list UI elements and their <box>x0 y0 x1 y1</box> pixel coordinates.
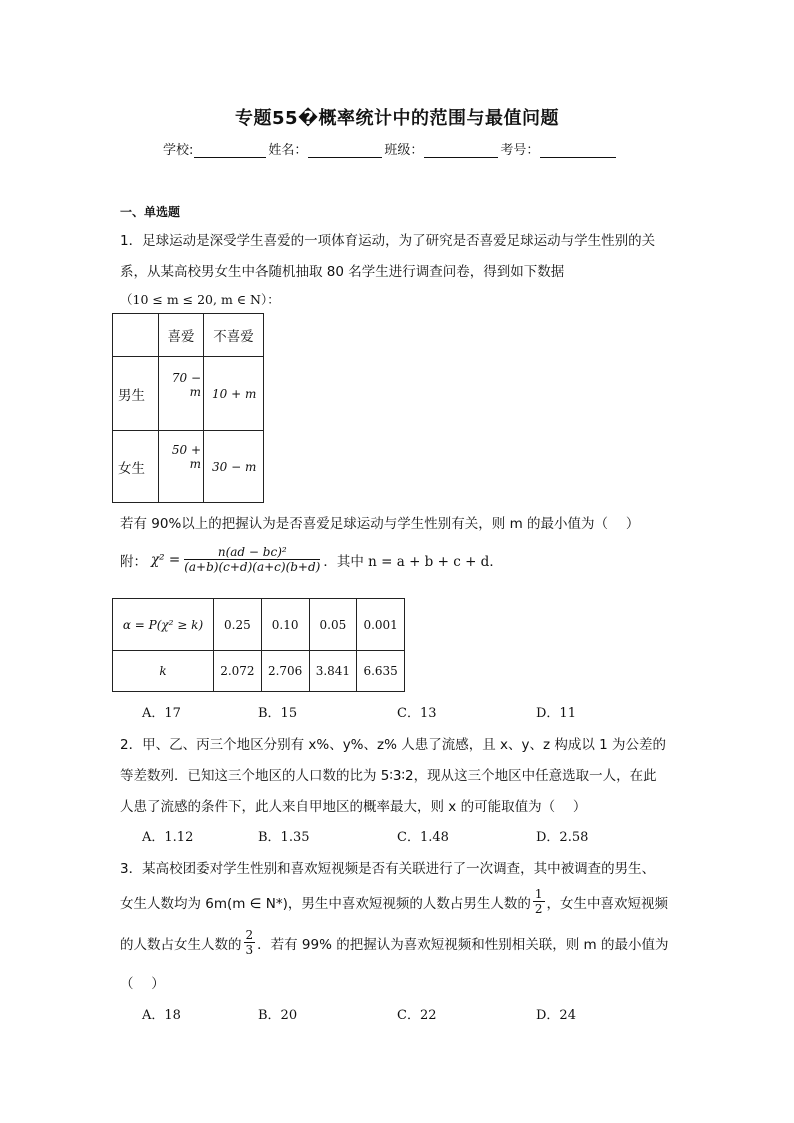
q3-option-c[interactable]: C．22 <box>397 1008 437 1023</box>
k-value: 3.841 <box>309 651 357 692</box>
q1-line2: 系，从某高校男女生中各随机抽取 80 名学生进行调查问卷，得到如下数据 <box>120 264 565 280</box>
alpha-label: α = P(χ² ≥ k) <box>113 599 214 651</box>
table-row-label-male: 男生 <box>113 357 159 431</box>
q3-line4: （ ） <box>120 976 165 992</box>
q1-option-d[interactable]: D．11 <box>536 706 576 721</box>
table-row-label-female: 女生 <box>113 431 159 503</box>
alpha-value: 0.25 <box>214 599 262 651</box>
q1-line1: 1．足球运动是深受学生喜爱的一项体育运动，为了研究是否喜爱足球运动与学生性别的关 <box>120 233 656 249</box>
alpha-value: 0.05 <box>309 599 357 651</box>
q3-line3: 的人数占女生人数的 $\frac{2}{3}$ ．若有 99% 的把握认为喜欢短视频和性别相关联，则 m 的最小值为 <box>120 928 669 957</box>
q3-option-b[interactable]: B．20 <box>258 1008 298 1023</box>
q2-option-b[interactable]: B．1.35 <box>258 830 310 845</box>
critical-value-table <box>112 598 405 692</box>
q3-option-a[interactable]: A．18 <box>142 1008 181 1023</box>
table-header-like: 喜爱 <box>159 314 204 357</box>
alpha-value: 0.001 <box>357 599 405 651</box>
class-label: 班级： <box>384 143 424 158</box>
q1-condition: （10 ≤ m ≤ 20, m ∈ N）： <box>120 292 280 307</box>
q3-line2: 女生人数均为 6m(m ∈ N*)，男生中喜欢短视频的人数占男生人数的 $\frac{1}{2}$ ，女生中喜欢短视频 <box>120 887 669 916</box>
q2-option-c[interactable]: C．1.48 <box>397 830 449 845</box>
school-label: 学校: <box>163 143 194 158</box>
q1-option-c[interactable]: C．13 <box>397 706 437 721</box>
q1-option-b[interactable]: B．15 <box>258 706 298 721</box>
table-cell-male-like: 70 − m <box>159 357 204 431</box>
alpha-value: 0.10 <box>261 599 309 651</box>
section-heading: 一、单选题 <box>120 205 181 219</box>
number-blank[interactable] <box>540 143 616 158</box>
formula-prefix: 附： <box>120 553 147 570</box>
name-label: 姓名： <box>268 143 308 158</box>
fraction-two-thirds: $\frac{2}{3}$ <box>245 928 254 957</box>
table-cell-female-dislike: 30 − m <box>204 431 264 503</box>
chi-square-symbol: χ² = <box>151 551 181 568</box>
q2-option-d[interactable]: D．2.58 <box>536 830 589 845</box>
formula-suffix: ．其中 n = a + b + c + d． <box>323 553 503 570</box>
page-title: 专题55�概率统计中的范围与最值问题 <box>234 108 560 129</box>
k-value: 6.635 <box>357 651 405 692</box>
k-value: 2.072 <box>214 651 262 692</box>
q2-line2: 等差数列．已知这三个地区的人口数的比为 5∶3∶2，现从这三个地区中任意选取一人，在此 <box>120 768 657 784</box>
table-header-empty <box>113 314 159 357</box>
q2-line3: 人患了流感的条件下，此人来自甲地区的概率最大，则 x 的可能取值为（ ） <box>120 799 587 815</box>
chi-square-fraction <box>184 545 320 574</box>
table-cell-female-like: 50 + m <box>159 431 204 503</box>
formula-denominator: (a+b)(c+d)(a+c)(b+d) <box>184 560 321 574</box>
student-info-line <box>163 139 618 158</box>
q3-option-d[interactable]: D．24 <box>536 1008 576 1023</box>
q3-line1: 3．某高校团委对学生性别和喜欢短视频是否有关联进行了一次调查，其中被调查的男生、 <box>120 861 656 877</box>
class-blank[interactable] <box>424 143 498 158</box>
q1-option-a[interactable]: A．17 <box>142 706 181 721</box>
q2-option-a[interactable]: A．1.12 <box>142 830 194 845</box>
q2-line1: 2．甲、乙、丙三个地区分别有 x%、y%、z% 人患了流感，且 x、y、z 构成以 1 为公差的 <box>120 737 667 753</box>
q1-question: 若有 90%以上的把握认为是否喜爱足球运动与学生性别有关，则 m 的最小值为（ ） <box>120 516 640 532</box>
q1-formula <box>120 545 503 574</box>
formula-numerator: n(ad − bc)² <box>184 545 320 560</box>
k-label: k <box>113 651 214 692</box>
k-value: 2.706 <box>261 651 309 692</box>
table-header-dislike: 不喜爱 <box>204 314 264 357</box>
number-label: 考号： <box>500 143 540 158</box>
name-blank[interactable] <box>308 143 382 158</box>
fraction-one-half: $\frac{1}{2}$ <box>534 887 543 916</box>
table-cell-male-dislike: 10 + m <box>204 357 264 431</box>
school-blank[interactable] <box>194 143 266 158</box>
q1-data-table <box>112 313 264 503</box>
